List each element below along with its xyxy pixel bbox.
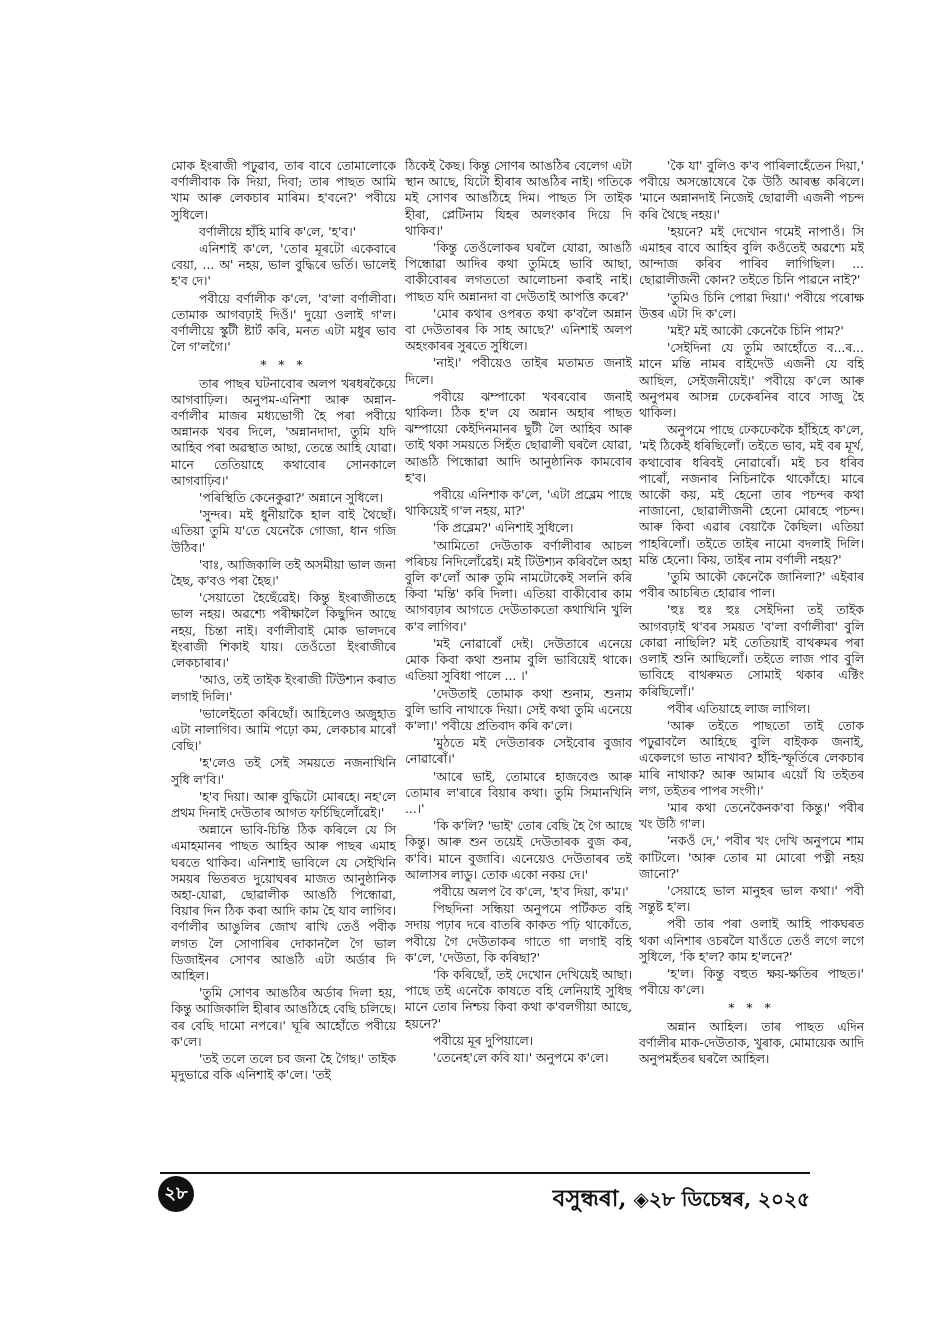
paragraph: পবীয়ে এনিশাক ক'লে, 'এটা প্ৰব্লেম পাছে থাকিয়েই গ'ল নহয়, মা?' bbox=[405, 488, 632, 519]
paragraph: 'আৰু তইতে পাছতো তাই তোক পঢ়ুৱাবলৈ আহিছে বুলি বাইকক জনাই, একেলগে ভাত নাখাব? হাঁহি-স্ফূৰ্তিৰে লেকচাৰ মাৰি নাথাক? আৰু আমাৰ এয়োঁ যি তইতৰ লগ, তইতৰ পাপৰ সংগী।' bbox=[639, 718, 864, 798]
paragraph: 'সেয়াতো হৈছেঁৱেই। কিন্তু ইংৰাজীতহে ভাল নহয়। অৱশ্যে পৰীক্ষালৈ কিছুদিন আছে নহয়, চিন্তা নাই। বৰ্ণালীবাই মোক ভালদৰে ইংৰাজী শিকাই যায়। তেওঁতো ইংৰাজীৰে লেকচাৰাৰ।' bbox=[171, 591, 396, 671]
paragraph: অন্নান আহিল। তাৰ পাছত এদিন বৰ্ণালীৰ মাক-দেউতাক, খুৰাক, মোমায়েক আদি অনুপমহঁতৰ ঘৰলৈ আহিল। bbox=[639, 1019, 864, 1066]
paragraph: মোক ইংৰাজী পঢ়ুৱাব, তাৰ বাবে তোমালোকে বৰ্ণালীবাক কি দিয়া, দিবা; তাৰ পাছত আমি খাম আৰু লেকচাৰ মাৰিম। হ'বনে?' পবীয়ে সুধিলে। bbox=[171, 159, 396, 222]
issue-date: ◈২৮ ডিচেম্বৰ, ২০২৫ bbox=[633, 1187, 810, 1211]
paragraph: 'হ'লেও তই সেই সময়তে নজনাখিনি সুধি ল'বি।' bbox=[171, 756, 396, 787]
paragraph: পবীয়ে অলপ বৈ ক'লে, 'হ'ব দিয়া, ক'ম।' bbox=[433, 884, 629, 899]
footer-masthead bbox=[540, 1180, 810, 1219]
paragraph: 'ভালেইতো কৰিছোঁ। আহিলেও অজুহাত এটা নালাগিব। আমি পঢ়ো কম, লেকচাৰ মাৰোঁ বেছি।' bbox=[171, 706, 396, 754]
paragraph: 'মুঠতে মই দেউতাৰক সেইবোৰ বুজাব নোৱাৰোঁ।' bbox=[405, 736, 632, 767]
paragraph: 'হুঃ হুঃ হুঃ সেইদিনা তই তাইক আগবঢ়াই থ'বৰ সময়ত 'ব'লা বৰ্ণালীবা' বুলি কোৱা নাছিলি? মই তেতিয়াই বাথৰুমৰ পৰা ওলাই শুনি আছিলোঁ। তইতে লাজ পাব বুলি ভাবিহে বাথৰুমত সোমাই থকাৰ এক্টিং কৰিছিলোঁ।' bbox=[639, 603, 864, 699]
paragraph: পবীৰ এতিয়াহে লাজ লাগিল। bbox=[667, 701, 811, 716]
paragraph: 'হ'ল। কিন্তু বহুত ক্ষয়-ক্ষতিৰ পাছত।' পবীয়ে ক'লে। bbox=[639, 966, 864, 998]
section-break: * * * bbox=[260, 358, 307, 373]
paragraph: 'কৈ যা' বুলিও ক'ব পাৰিলাহেঁতেন দিয়া,' পবীয়ে অসন্তোষেৰে কৈ উঠি আৰম্ভ কৰিলে। 'মানে অন্নানদাই নিজেই ছোৱালী এজনী পচন্দ কৰি থৈছে নহয়।' bbox=[639, 159, 864, 222]
paragraph: বৰ্ণালীয়ে হাঁহি মাৰি ক'লে, 'হ'ব।' bbox=[199, 224, 357, 239]
paragraph: 'নকওঁ দে,' পবীৰ খং দেখি অনুপমে শাম কাটিলে। 'আৰু তোৰ মা মোৰো পত্নী নহয় জানো?' bbox=[639, 834, 864, 881]
paragraph: 'তুমি সোণৰ আঙঠিৰ অৰ্ডাৰ দিলা হয়, কিন্তু আজিকালি হীৰাৰ আঙঠিহে বেছি চলিছে। বৰ বেছি দামো নপৰে।' ঘূৰি আহোঁতে পবীয়ে ক'লে। bbox=[171, 986, 396, 1049]
paragraph: অন্নানে ভাবি-চিন্তি ঠিক কৰিলে যে সি এমাহমানৰ পাছত আহিব আৰু পাছৰ এমাহ ঘৰতে থাকিব। এনিশাই ভাবিলে যে সেইখিনি সময়ৰ ভিতৰত দুয়োঘৰৰ মাজত আনুষ্ঠানিক অহা-যোৱা, ছোৱালীক আঙঠি পিন্ধোৱা, বিয়াৰ দিন ঠিক কৰা আদি কাম হৈ যাব লাগিব। বৰ্ণালীৰ আঙুলিৰ জোখ ৰাখি তেওঁ পবীক লগত লৈ সোণাৰিৰ দোকানলৈ গৈ ভাল ডিজাইনৰ সোণৰ আঙঠি এটা অৰ্ডাৰ দি আহিল। bbox=[171, 823, 396, 983]
text-column-1 bbox=[171, 158, 396, 1163]
paragraph: 'হয়নে? মই দেখোন গমেই নাপাওঁ। সি এমাহৰ বাবে আহিব বুলি কওঁতেই অৱশ্যে মই আন্দাজ কৰিব পাৰিব লাগিছিল। ... ছোৱালীজনী কোন? তইতে চিনি পাৱনে নাই?' bbox=[639, 224, 864, 288]
paragraph: 'আও, তই তাইক ইংৰাজী টিউশ্যন কৰাত লগাই দিলি।' bbox=[171, 673, 396, 704]
paragraph: পবীয়ে ঝম্পাকো খবৰবোৰ জনাই থাকিল। ঠিক হ'ল যে অন্নান অহাৰ পাছত ঝম্পায়ো কেইদিনমানৰ ছুটী লৈ আহিব আৰু তাই থকা সময়তে সিহঁত ছোৱালী ঘৰলৈ যোৱা, আঙঠি পিন্ধোৱা আদি আনুষ্ঠানিক কামবোৰ হ'ব। bbox=[405, 389, 632, 485]
paragraph: তাৰ পাছৰ ঘটনাবোৰ অলপ খৰধৰকৈয়ে আগবাঢ়িল। অনুপম-এনিশা আৰু অন্নান-বৰ্ণালীৰ মাজৰ মধ্যভোগী হৈ পৰা পবীয়ে অন্নানক খবৰ দিলে, 'অন্নানদাদা, তুমি যদি আহিব পৰা অৱস্থাত আছা, তেন্তে আহি যোৱা। মানে তেতিয়াহে কথাবোৰ সোনকালে আগবাঢ়িব।' bbox=[171, 376, 396, 488]
paragraph: 'আমিতো দেউতাক বৰ্ণালীবাৰ আচল পৰিচয় নিদিলোঁৱেই। মই টিউশ্যন কৰিবলৈ অহা বুলি ক'লোঁ আৰু তুমি নামটোকেই সলনি কৰি কিবা 'মন্তি' কৰি দিলা। এতিয়া বাকীবোৰ কাম আগবঢ়াৰ আগতে দেউতাকতো কথাখিনি খুলি ক'ব লাগিব।' bbox=[405, 538, 632, 634]
paragraph: 'তেনেহ'লে কবি যা।' অনুপমে ক'লে। bbox=[433, 1050, 609, 1065]
text-column-2 bbox=[405, 158, 632, 1163]
paragraph: অনুপমে পাছে ঢেকঢেককৈ হাঁহিহে ক'লে, 'মই ঠিকেই ধৰিছিলোঁ। তইতে ভাব, মই বৰ মূৰ্খ, কথাবোৰ ধৰিবই নোৱাৰোঁ। মই চব ধৰিব পাৰোঁ, নজনাৰ নিচিনাকৈ থাকোঁহে। মাৰে আকৌ কয়, মই হেনো তাৰ পচন্দৰ কথা নাজানো, ছোৱালীজনী হেনো মোৰহে পচন্দ। আৰু কিবা এৱাৰ বেয়াকৈ কৈছিল। এতিয়া পাহৰিলোঁ। তইতে তাইৰ নামো বদলাই দিলি। মন্তি হেনো। কিয়, তাইৰ নাম বৰ্ণালী নহয়?' bbox=[639, 423, 864, 567]
paragraph: এনিশাই ক'লে, 'তোৰ মূৰটো একেবাৰে বেয়া, ... অ' নহয়, ভাল বুদ্ধিৰে ভৰ্তি। ভালেই হ'ব দে।' bbox=[171, 242, 396, 289]
magazine-title: বসুন্ধৰা, bbox=[552, 1185, 627, 1212]
paragraph: পিছদিনা সন্ধিয়া অনুপমে পৰ্টিকত বহি সদায় পঢ়াৰ দৰে বাতৰি কাকত পঢ়ি থাকোঁতে, পবীয়ে গৈ দেউতাকৰ গাতে গা লগাই বহি ক'লে, 'দেউতা, কি কৰিছা?' bbox=[405, 902, 632, 965]
paragraph: 'তুমি আকৌ কেনেকৈ জানিলা?' এইবাৰ পবীৰ আচৰিত হোৱাৰ পাল। bbox=[639, 570, 864, 601]
paragraph: 'মাৰ কথা তেনেকৈনক'বা কিন্তু।' পবীৰ খং উঠি গ'ল। bbox=[639, 800, 864, 832]
section-break: * * * bbox=[728, 1001, 775, 1016]
paragraph: 'সুন্দৰ। মই ধুনীয়াকৈ হাল বাই থৈছোঁ। এতিয়া তুমি য'তে যেনেকৈ গোজা, ধান গজি উঠিব।' bbox=[171, 508, 396, 555]
paragraph: 'তই তলে তলে চব জনা হৈ গৈছ।' তাইক মৃদুভাৱে বকি এনিশাই ক'লে। 'তই bbox=[171, 1051, 396, 1083]
paragraph: 'পৰিস্থিতি কেনেকুৱা?' অন্নানে সুধিলে। bbox=[199, 491, 384, 506]
paragraph: 'তুমিও চিনি পোৱা দিয়া।' পবীয়ে পৰোক্ষ উত্তৰ এটা দি ক'লে। bbox=[639, 290, 864, 321]
paragraph: 'সেইদিনা যে তুমি আহোঁতে ব...ৰ... মানে মন্তি নামৰ বাইদেউ এজনী যে বহি আছিল, সেইজনীয়েই।' পবীয়ে ক'লে আৰু অনুপমৰ আসন্ন ঢেকেৰনিৰ বাবে সাজু হৈ থাকিল। bbox=[639, 341, 864, 421]
footer-divider bbox=[160, 1172, 810, 1174]
paragraph: 'মোৰ কথাৰ ওপৰত কথা ক'বলৈ অন্নান বা দেউতাৰৰ কি সাহ আছে?' এনিশাই অলপ অহংকাৰৰ সুৰতে সুধিলে। bbox=[405, 306, 632, 354]
paragraph: ঠিকেই কৈছ। কিন্তু সোণৰ আঙঠিৰ বেলেগ এটা স্থান আছে, যিটো হীৰাৰ আঙঠিৰ নাই। গতিকে মই সোণৰ আঙঠিহে দিম। পাছত সি তাইক হীৰা, প্লেটিনাম যিহৰ অলংকাৰ দিয়ে দি থাকিব।' bbox=[405, 159, 632, 238]
paragraph: 'সেয়াহে ভাল মানুহৰ ভাল কথা।' পবী সন্তুষ্ট হ'ল। bbox=[639, 883, 864, 915]
paragraph: পবী তাৰ পৰা ওলাই আহি পাকঘৰত থকা এনিশাৰ ওচৰলৈ যাওঁতে তেওঁ লগে লগে সুধিলে, 'কি হ'ল? কাম হ'লনে?' bbox=[639, 917, 864, 964]
page-number-badge: ২৮ bbox=[158, 1176, 194, 1212]
paragraph: 'আৰে ভাই, তোমাৰে হাজবেণ্ড আৰু তোমাৰ ল'ৰাৰে বিয়াৰ কথা। তুমি সিমানখিনি ...।' bbox=[405, 769, 632, 816]
paragraph: 'কি কৰিছোঁ, তই দেখোন দেখিয়েই আছা। পাছে তই এনেকৈ কাষতে বহি লেনিয়াই সুধিছ মানে তোৰ নিশ্চয় কিবা কথা ক'বলগীয়া আছে, হয়নে?' bbox=[405, 967, 632, 1031]
text-column-3 bbox=[639, 158, 864, 1163]
paragraph: 'মই নোৱাৰোঁ দেই। দেউতাৰে এনেয়ে মোক কিবা কথা শুনাম বুলি ভাবিয়েই থাকে। এতিয়া সুবিধা পালে ... ।' bbox=[405, 636, 632, 684]
paragraph: 'হ'ব দিয়া। আৰু বুদ্ধিটো মোৰহে। নহ'লে প্ৰথম দিনাই দেউতাৰ আগত ফৰ্চিছিলোঁৱেই।' bbox=[171, 789, 396, 820]
paragraph: 'দেউতাই তোমাক কথা শুনাম, শুনাম বুলি ভাবি নাথাকে দিয়া। সেই কথা তুমি এনেয়ে ক'লা।' পবীয়ে প্ৰতিবাদ কৰি ক'লে। bbox=[405, 686, 632, 733]
paragraph: 'কিন্তু তেওঁলোকৰ ঘৰলৈ যোৱা, আঙঠি পিন্ধোৱা আদিৰ কথা তুমিহে ভাবি আছা, বাকীবোৰৰ লগততো আলোচনা কৰাই নাই। পাছত যদি অন্নানদা বা দেউতাই আপত্তি কৰে?' bbox=[405, 241, 632, 304]
paragraph: 'মই? মই আকৌ কেনেকৈ চিনি পাম?' bbox=[667, 324, 844, 339]
paragraph: 'কি প্ৰব্লেম?' এনিশাই সুধিলে। bbox=[433, 521, 574, 536]
paragraph: 'নাই।' পবীয়েও তাইৰ মতামত জনাই দিলে। bbox=[405, 356, 632, 387]
paragraph: 'বাঃ, আজিকালি তই অসমীয়া ভাল জনা হৈছ, ক'বও পৰা হৈছ।' bbox=[171, 557, 396, 589]
paragraph: পবীয়ে বৰ্ণালীক ক'লে, 'ব'লা বৰ্ণালীবা। তোমাক আগবঢ়াই দিওঁ।' দুয়ো ওলাই গ'ল। বৰ্ণালীয়ে স্কুটী ষ্টাৰ্ট কৰি, মনত এটা মধুৰ ভাব লৈ গ'লগৈ।' bbox=[171, 291, 396, 355]
paragraph: 'কি ক'লি? 'ভাই' তোৰ বেছি হৈ গৈ আছে কিন্তু। আৰু শুন তয়েই দেউতাৰক বুজ কৰ, ক'বি। মানে বুজাবি। এনেয়েও দেউতাৰৰ তই আলাসৰ লাডু। তোক একো নকয় দে।' bbox=[405, 819, 632, 882]
paragraph: পবীয়ে মূৰ দুপিয়ালে। bbox=[433, 1033, 534, 1048]
